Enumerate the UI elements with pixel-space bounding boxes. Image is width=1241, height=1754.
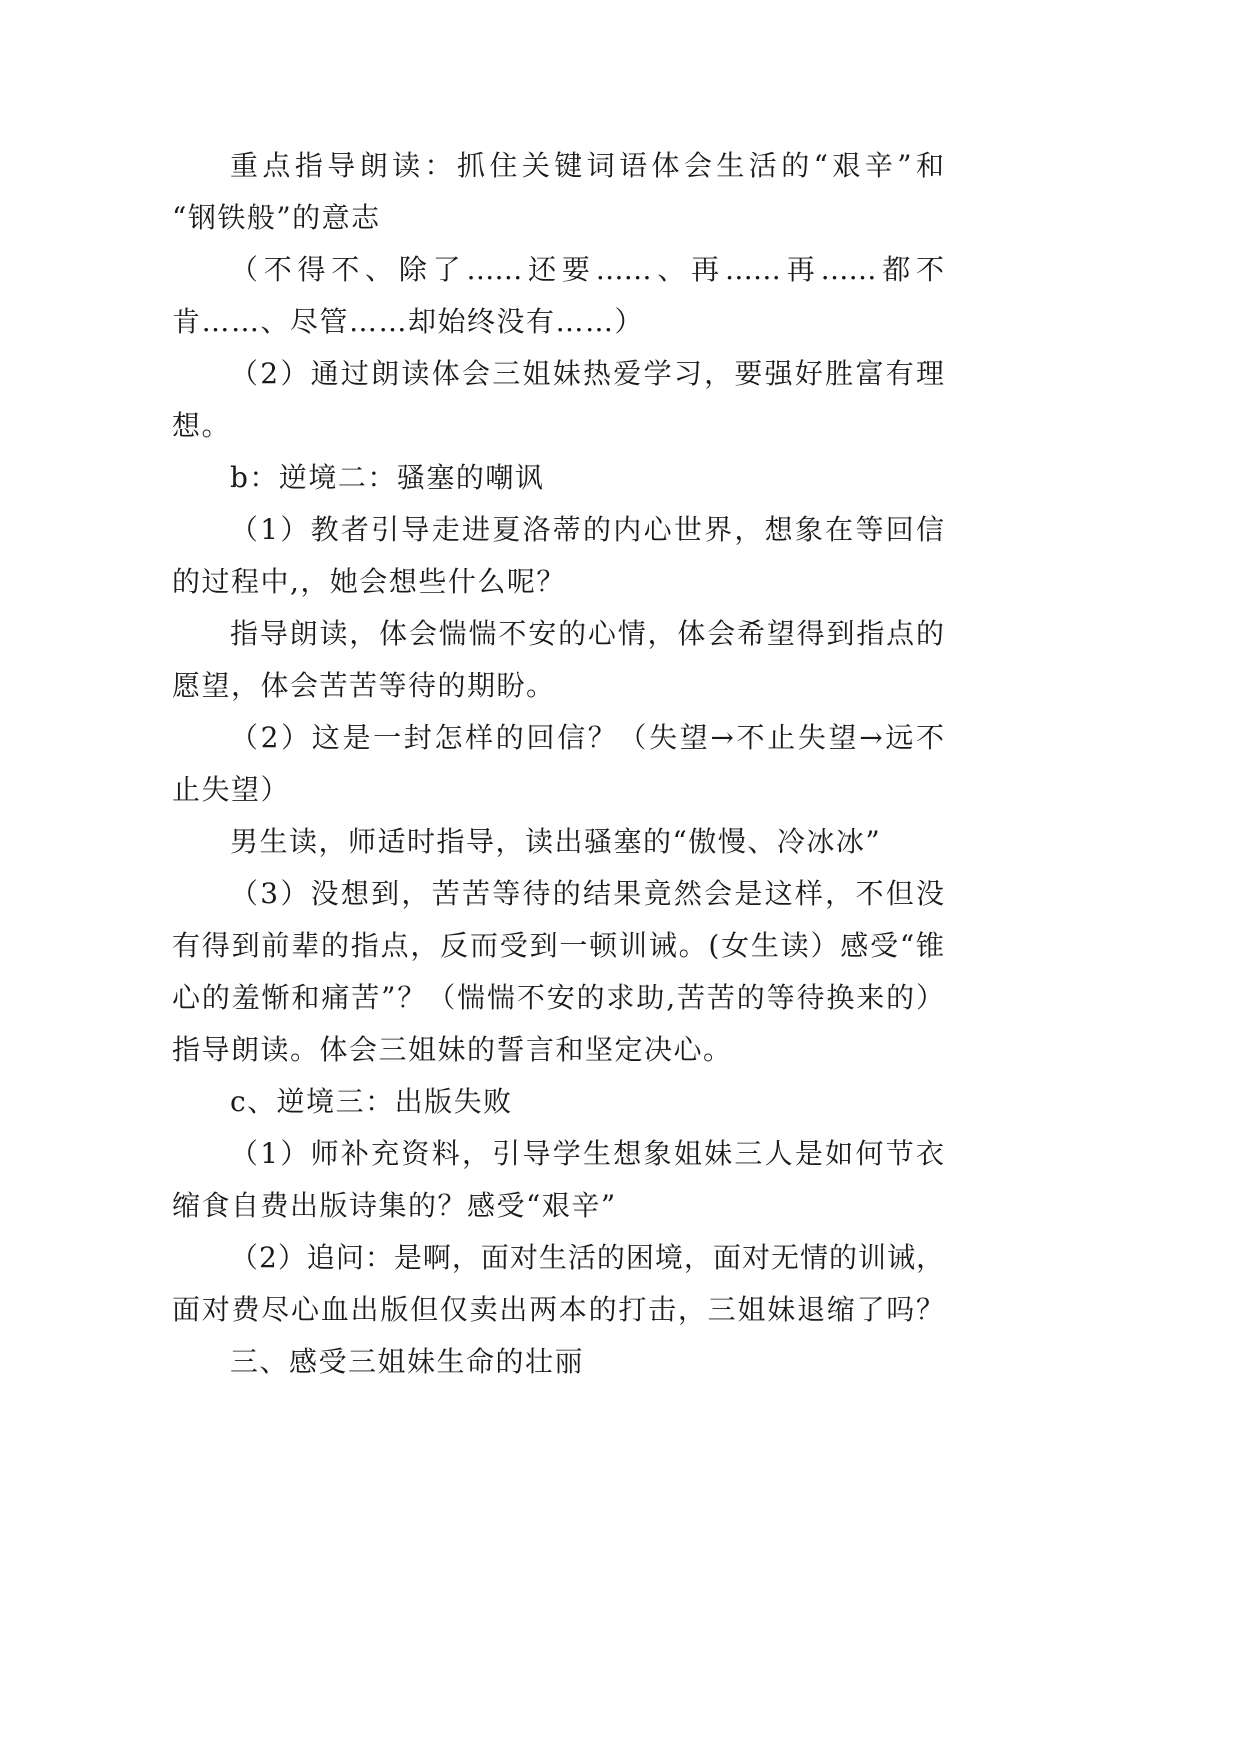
paragraph-reading-guidance-2	[172, 608, 944, 712]
paragraph-reading-guidance	[172, 140, 944, 244]
paragraph-item-1	[172, 504, 944, 608]
text-line: 重点指导朗读：抓住关键词语体会生活的“艰辛”和	[230, 149, 944, 182]
text-line: 的过程中,，她会想些什么呢？	[172, 565, 566, 598]
paragraph-item-2b	[172, 712, 944, 816]
document-body	[172, 140, 944, 1388]
text-line: b：逆境二：骚塞的嘲讽	[230, 461, 545, 494]
paragraph-item-1c	[172, 1128, 944, 1232]
text-line: 三、感受三姐妹生命的壮丽	[230, 1345, 585, 1378]
text-line: 心的羞惭和痛苦”？（惴惴不安的求助,苦苦的等待换来的）	[172, 981, 944, 1014]
text-line: 缩食自费出版诗集的？感受“艰辛”	[172, 1189, 617, 1222]
paragraph-key-words	[172, 244, 944, 348]
text-line: （2）追问：是啊，面对生活的困境，面对无情的训诫，	[230, 1241, 944, 1274]
section-heading-b	[172, 452, 944, 504]
text-line: 想。	[172, 409, 232, 442]
section-heading-c	[172, 1076, 944, 1128]
text-line: （不得不、除了……还要……、再……再……都不	[230, 253, 944, 286]
text-line: （1）师补充资料，引导学生想象姐妹三人是如何节衣	[230, 1137, 944, 1170]
section-heading-three	[172, 1336, 944, 1388]
text-line: （3）没想到，苦苦等待的结果竟然会是这样，不但没	[230, 877, 944, 910]
text-line: 指导朗读。体会三姐妹的誓言和坚定决心。	[172, 1033, 733, 1066]
text-line: （1）教者引导走进夏洛蒂的内心世界，想象在等回信	[230, 513, 944, 546]
text-line: （2）通过朗读体会三姐妹热爱学习，要强好胜富有理	[230, 357, 944, 390]
text-line: 指导朗读，体会惴惴不安的心情，体会希望得到指点的	[230, 617, 944, 650]
text-line: 有得到前辈的指点，反而受到一顿训诫。(女生读）感受“锥	[172, 929, 944, 962]
text-line: 肯……、尽管……却始终没有……）	[172, 305, 645, 338]
paragraph-item-2c	[172, 1232, 944, 1336]
text-line: 男生读，师适时指导，读出骚塞的“傲慢、冷冰冰”	[230, 825, 882, 858]
paragraph-boys-read	[172, 816, 944, 868]
text-line: 止失望）	[172, 773, 291, 806]
text-line: 愿望，体会苦苦等待的期盼。	[172, 669, 556, 702]
text-line: （2）这是一封怎样的回信？（失望→不止失望→远不	[230, 721, 944, 754]
text-line: c、逆境三：出版失败	[230, 1085, 513, 1118]
text-line: 面对费尽心血出版但仅卖出两本的打击，三姐妹退缩了吗？	[172, 1293, 944, 1326]
text-line: “钢铁般”的意志	[172, 201, 381, 234]
paragraph-item-2	[172, 348, 944, 452]
paragraph-item-3	[172, 868, 944, 1076]
